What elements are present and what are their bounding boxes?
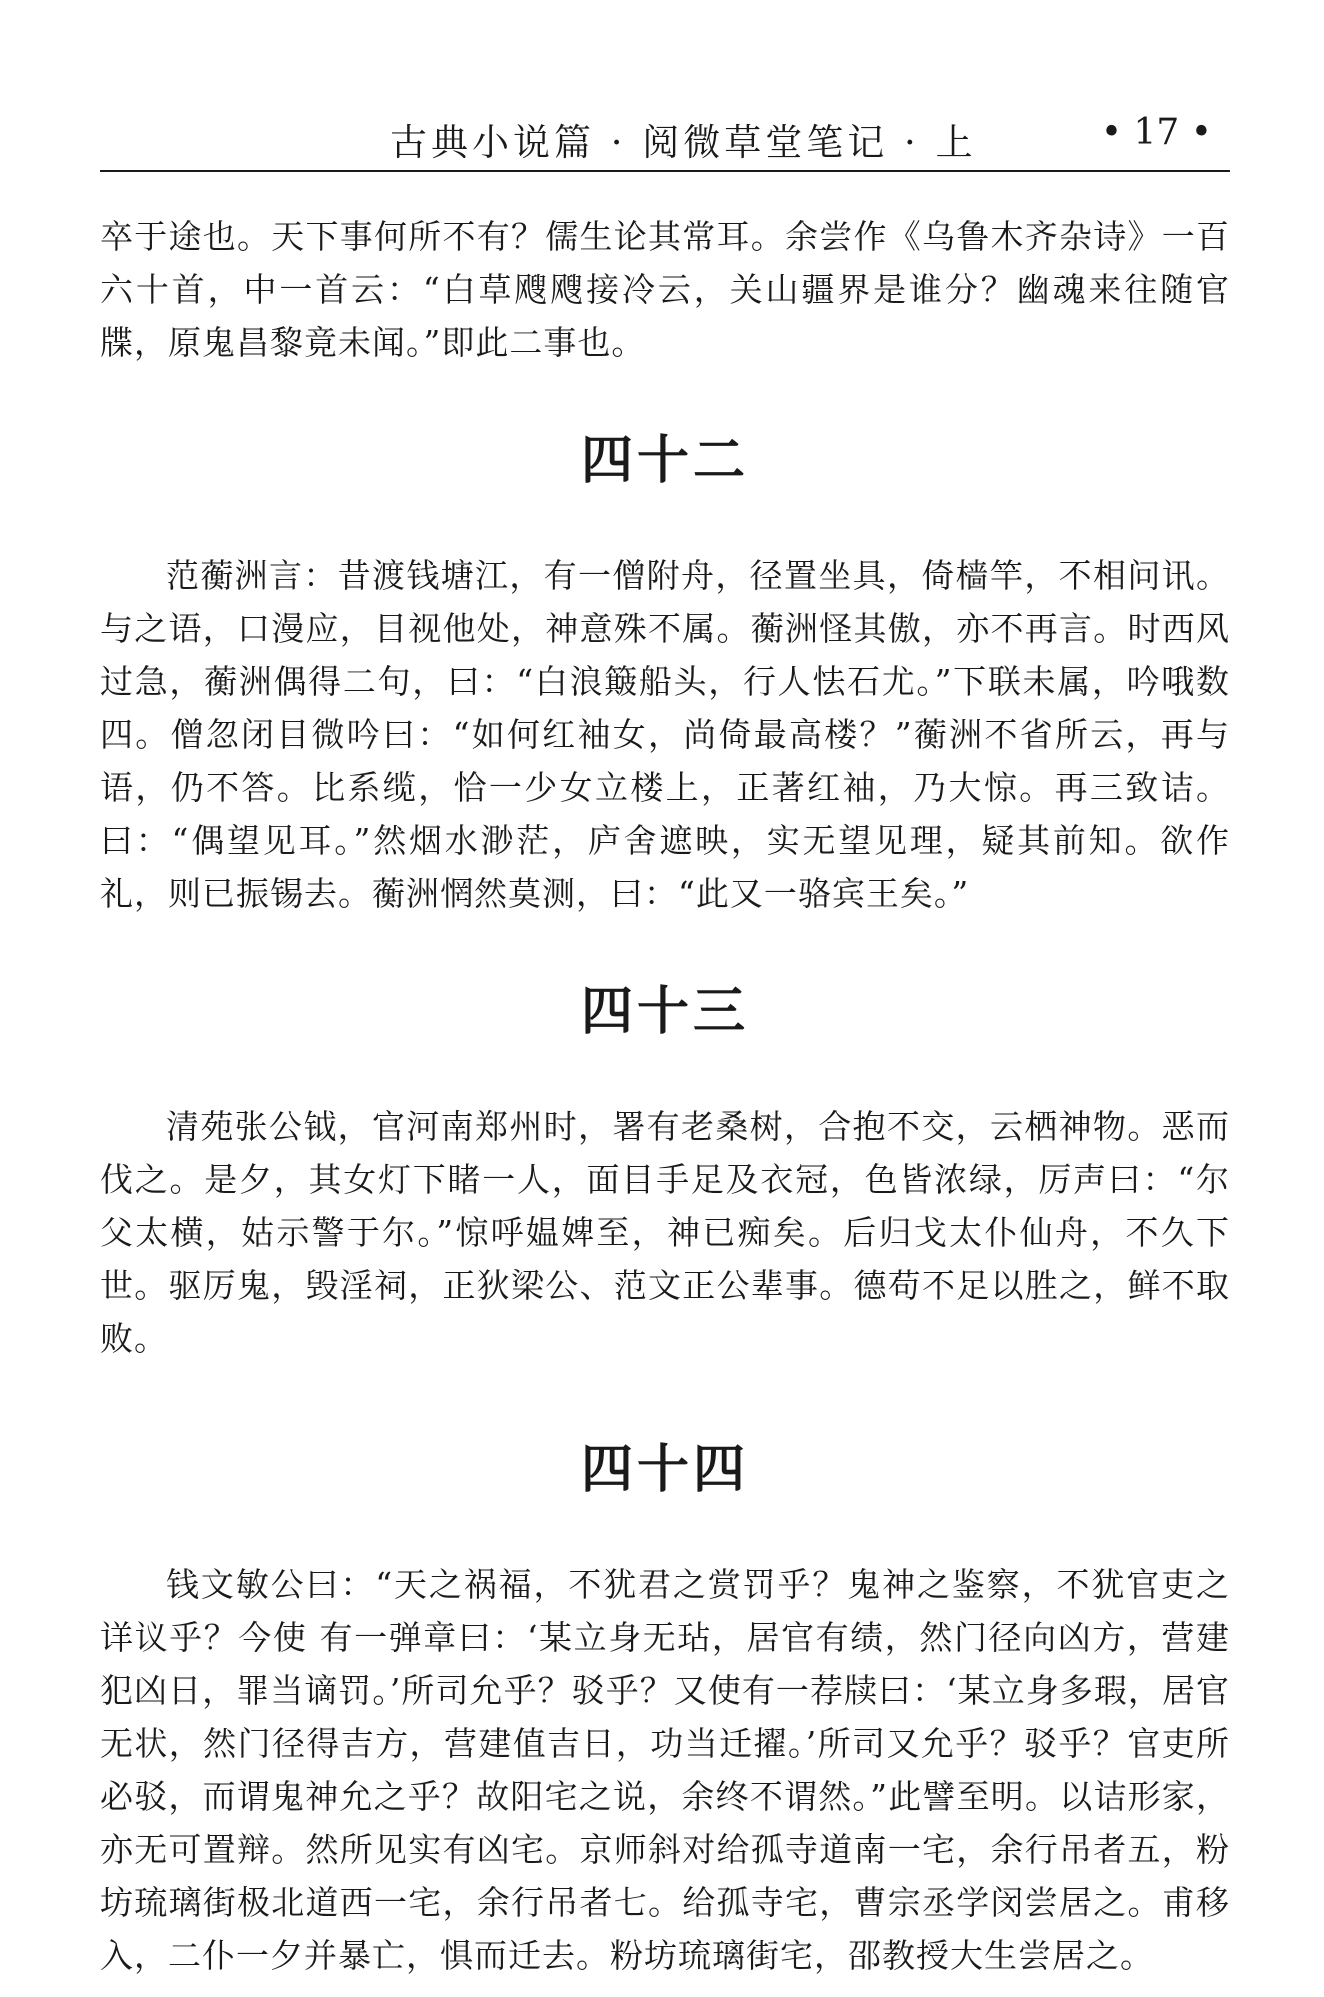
continued-paragraph: 卒于途也。天下事何所不有？儒生论其常耳。余尝作《乌鲁木齐杂诗》一百六十首，中一首云：“白草飕飕接冷云，关山疆界是谁分？幽魂来往随官牒，原鬼昌黎竟未闻。”即此二事也。 (100, 217, 1230, 362)
section-paragraph-42: 范蘅洲言：昔渡钱塘江，有一僧附舟，径置坐具，倚樯竿，不相问讯。与之语，口漫应，目视他处，神意殊不属。蘅洲怪其傲，亦不再言。时西风过急，蘅洲偶得二句，曰：“白浪簸船头，行人怯石尤。”下联未属，吟哦数四。僧忽闭目微吟曰：“如何红袖女，尚倚最高楼？”蘅洲不省所云，再与语，仍不答。比系缆，恰一少女立楼上，正著红袖，乃大惊。再三致诘。曰：“偶望见耳。”然烟水渺茫，庐舍遮映，实无望见理，疑其前知。欲作礼，则已振锡去。蘅洲惘然莫测，曰：“此又一骆宾王矣。” (100, 556, 1230, 913)
section-heading-42: 四十二 (580, 431, 749, 491)
running-header (100, 104, 1230, 164)
section-paragraph-44: 钱文敏公曰：“天之祸福，不犹君之赏罚乎？鬼神之鉴察，不犹官吏之详议乎？今使 有一弹章曰：‘某立身无玷，居官有绩，然门径向凶方，营建犯凶日，罪当谪罚。’所司允乎？驳乎？又使有一荐牍曰：‘某立身多瑕，居官无状，然门径得吉方，营建值吉日，功当迁擢。’所司又允乎？驳乎？官吏所必驳，而谓鬼神允之乎？故阳宅之说，余终不谓然。”此譬至明。以诘形家，亦无可置辩。然所见实有凶宅。京师斜对给孤寺道南一宅，余行吊者五，粉坊琉璃街极北道西一宅，余行吊者七。给孤寺宅，曹宗丞学闵尝居之。甫移入，二仆一夕并暴亡，惧而迁去。粉坊琉璃街宅，邵教授大生尝居之。 (100, 1565, 1230, 1975)
page-number: • 17 • (1100, 112, 1212, 153)
page-body (100, 210, 1230, 1982)
section-paragraph-43: 清苑张公钺，官河南郑州时，署有老桑树，合抱不交，云栖神物。恶而伐之。是夕，其女灯下睹一人，面目手足及衣冠，色皆浓绿，厉声曰：“尔父太横，姑示警于尔。”惊呼媪婢至，神已痴矣。后归戈太仆仙舟，不久下世。驱厉鬼，毁淫祠，正狄梁公、范文正公辈事。德苟不足以胜之，鲜不取败。 (100, 1107, 1230, 1358)
header-rule (100, 170, 1230, 172)
running-title: 古典小说篇 · 阅微草堂笔记 · 上 (390, 121, 977, 164)
section-heading-43: 四十三 (580, 982, 749, 1042)
section-heading-44: 四十四 (580, 1440, 749, 1500)
